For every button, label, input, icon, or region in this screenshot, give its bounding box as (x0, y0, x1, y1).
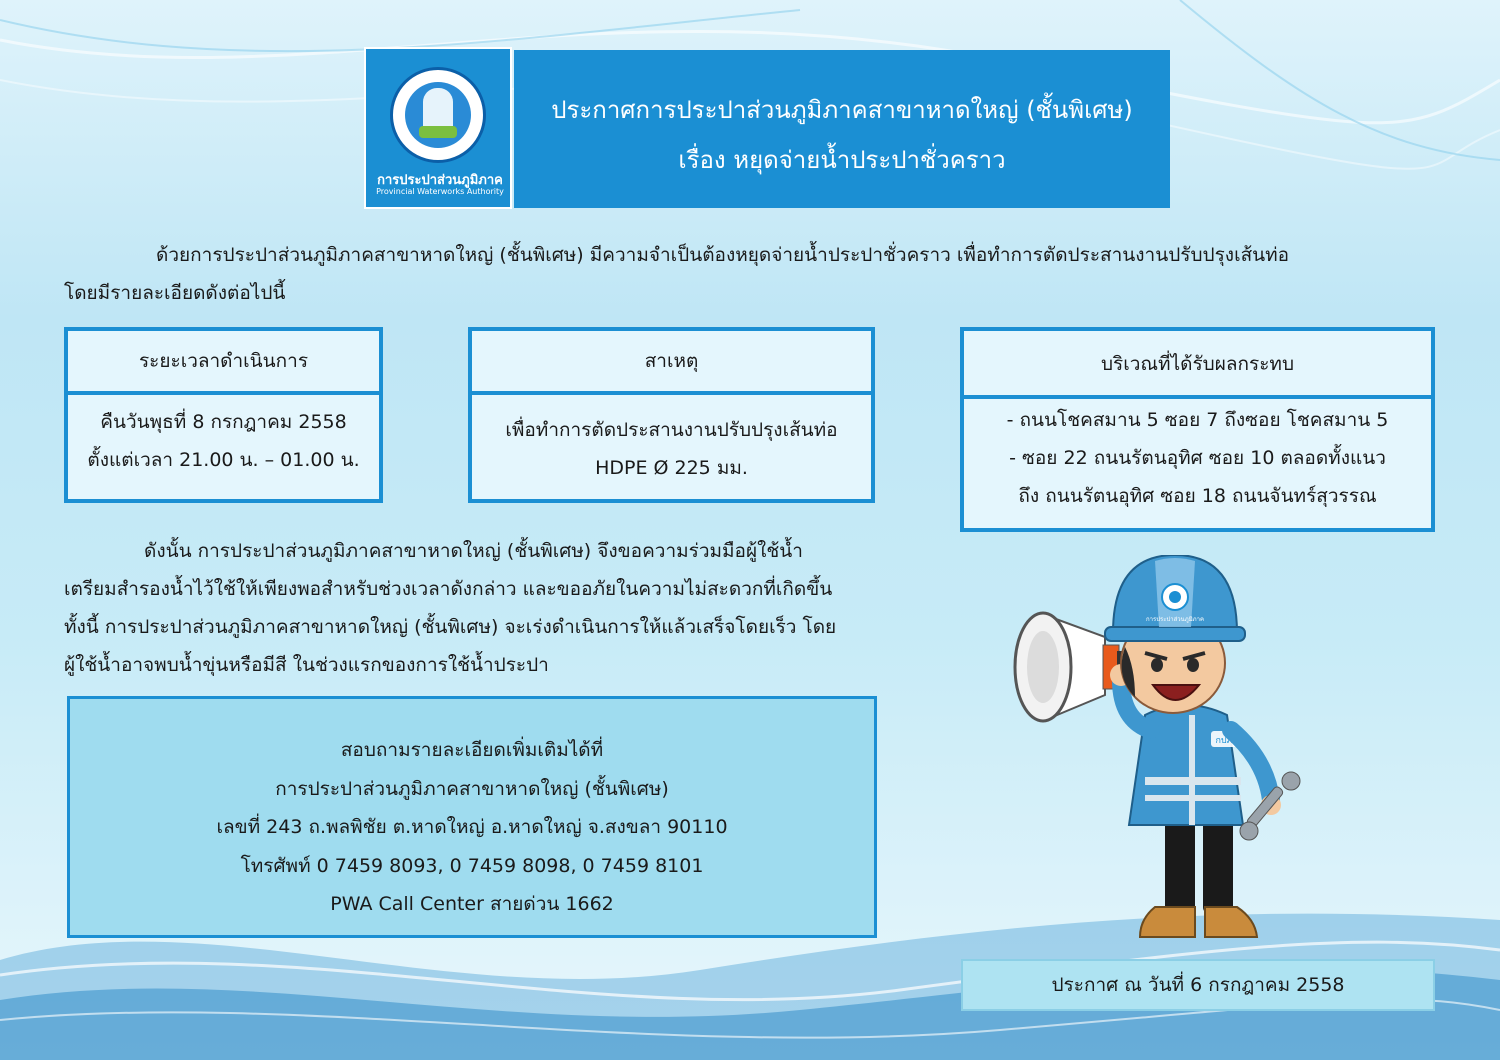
affected-area-box (960, 327, 1435, 532)
intro-line: ด้วยการประปาส่วนภูมิภาคสาขาหาดใหญ่ (ชั้นพิเศษ) มีความจำเป็นต้องหยุดจ่ายน้ำประปาชั่วคราว เพื่อทำการตัดประสานงานปรับปรุงเส้นท่อ (156, 244, 1290, 266)
pwa-emblem-icon (390, 67, 486, 163)
page-title: ประกาศการประปาส่วนภูมิภาคสาขาหาดใหญ่ (ชั้นพิเศษ) (551, 96, 1133, 124)
cause-box (468, 327, 875, 503)
contact-phone: โทรศัพท์ 0 7459 8093, 0 7459 8098, 0 7459 8101 (240, 854, 704, 877)
intro-paragraph (64, 236, 1444, 312)
area-box-header: บริเวณที่ได้รับผลกระทบ (964, 331, 1431, 399)
title-banner (514, 50, 1170, 208)
helmet-icon (1105, 555, 1245, 641)
cause-box-line: HDPE Ø 225 มม. (595, 457, 748, 479)
contact-hotline: PWA Call Center สายด่วน 1662 (330, 893, 614, 915)
closing-paragraph (64, 532, 894, 684)
cause-box-header: สาเหตุ (472, 331, 871, 395)
mascot-helmet-text: การประปาส่วนภูมิภาค (1145, 616, 1205, 623)
mascot-illustration (1005, 555, 1315, 960)
closing-line: เตรียมสำรองน้ำไว้ใช้ให้เพียงพอสำหรับช่วงเวลาดังกล่าว และขออภัยในความไม่สะดวกที่เกิดขึ้น (64, 578, 833, 600)
page-subtitle: เรื่อง หยุดจ่ายน้ำประปาชั่วคราว (678, 146, 1006, 174)
logo-text-th: การประปาส่วนภูมิภาค (377, 173, 503, 188)
contact-box (67, 696, 877, 938)
time-box-line: คืนวันพุธที่ 8 กรกฎาคม 2558 (100, 411, 347, 433)
logo-text-en: Provincial Waterworks Authority (376, 187, 504, 196)
closing-line: ทั้งนี้ การประปาส่วนภูมิภาคสาขาหาดใหญ่ (ชั้นพิเศษ) จะเร่งดำเนินการให้แล้วเสร็จโดยเร็ว โดย (64, 616, 837, 638)
mascot-shirt-text: กปภ (1215, 736, 1233, 746)
area-box-line: ถึง ถนนรัตนอุทิศ ซอย 18 ถนนจันทร์สุวรรณ (1018, 485, 1377, 507)
announcement-date: ประกาศ ณ วันที่ 6 กรกฎาคม 2558 (961, 959, 1435, 1011)
time-box (64, 327, 383, 503)
area-box-line: - ซอย 22 ถนนรัตนอุทิศ ซอย 10 ตลอดทั้งแนว (1009, 447, 1386, 469)
contact-line: การประปาส่วนภูมิภาคสาขาหาดใหญ่ (ชั้นพิเศษ) (275, 777, 669, 800)
closing-line: ดังนั้น การประปาส่วนภูมิภาคสาขาหาดใหญ่ (ชั้นพิเศษ) จึงขอความร่วมมือผู้ใช้น้ำ (144, 540, 803, 562)
pwa-logo (364, 47, 512, 209)
cause-box-line: เพื่อทำการตัดประสานงานปรับปรุงเส้นท่อ (505, 419, 838, 441)
area-box-line: - ถนนโชคสมาน 5 ซอย 7 ถึงซอย โชคสมาน 5 (1006, 409, 1389, 431)
time-box-line: ตั้งแต่เวลา 21.00 น. – 01.00 น. (87, 449, 360, 471)
contact-address: เลขที่ 243 ถ.พลพิชัย ต.หาดใหญ่ อ.หาดใหญ่ จ.สงขลา 90110 (216, 816, 728, 838)
contact-line: สอบถามรายละเอียดเพิ่มเติมได้ที่ (340, 739, 604, 761)
closing-line: ผู้ใช้น้ำอาจพบน้ำขุ่นหรือมีสี ในช่วงแรกของการใช้น้ำประปา (64, 654, 549, 676)
time-box-header: ระยะเวลาดำเนินการ (68, 331, 379, 395)
intro-line: โดยมีรายละเอียดดังต่อไปนี้ (64, 282, 286, 304)
